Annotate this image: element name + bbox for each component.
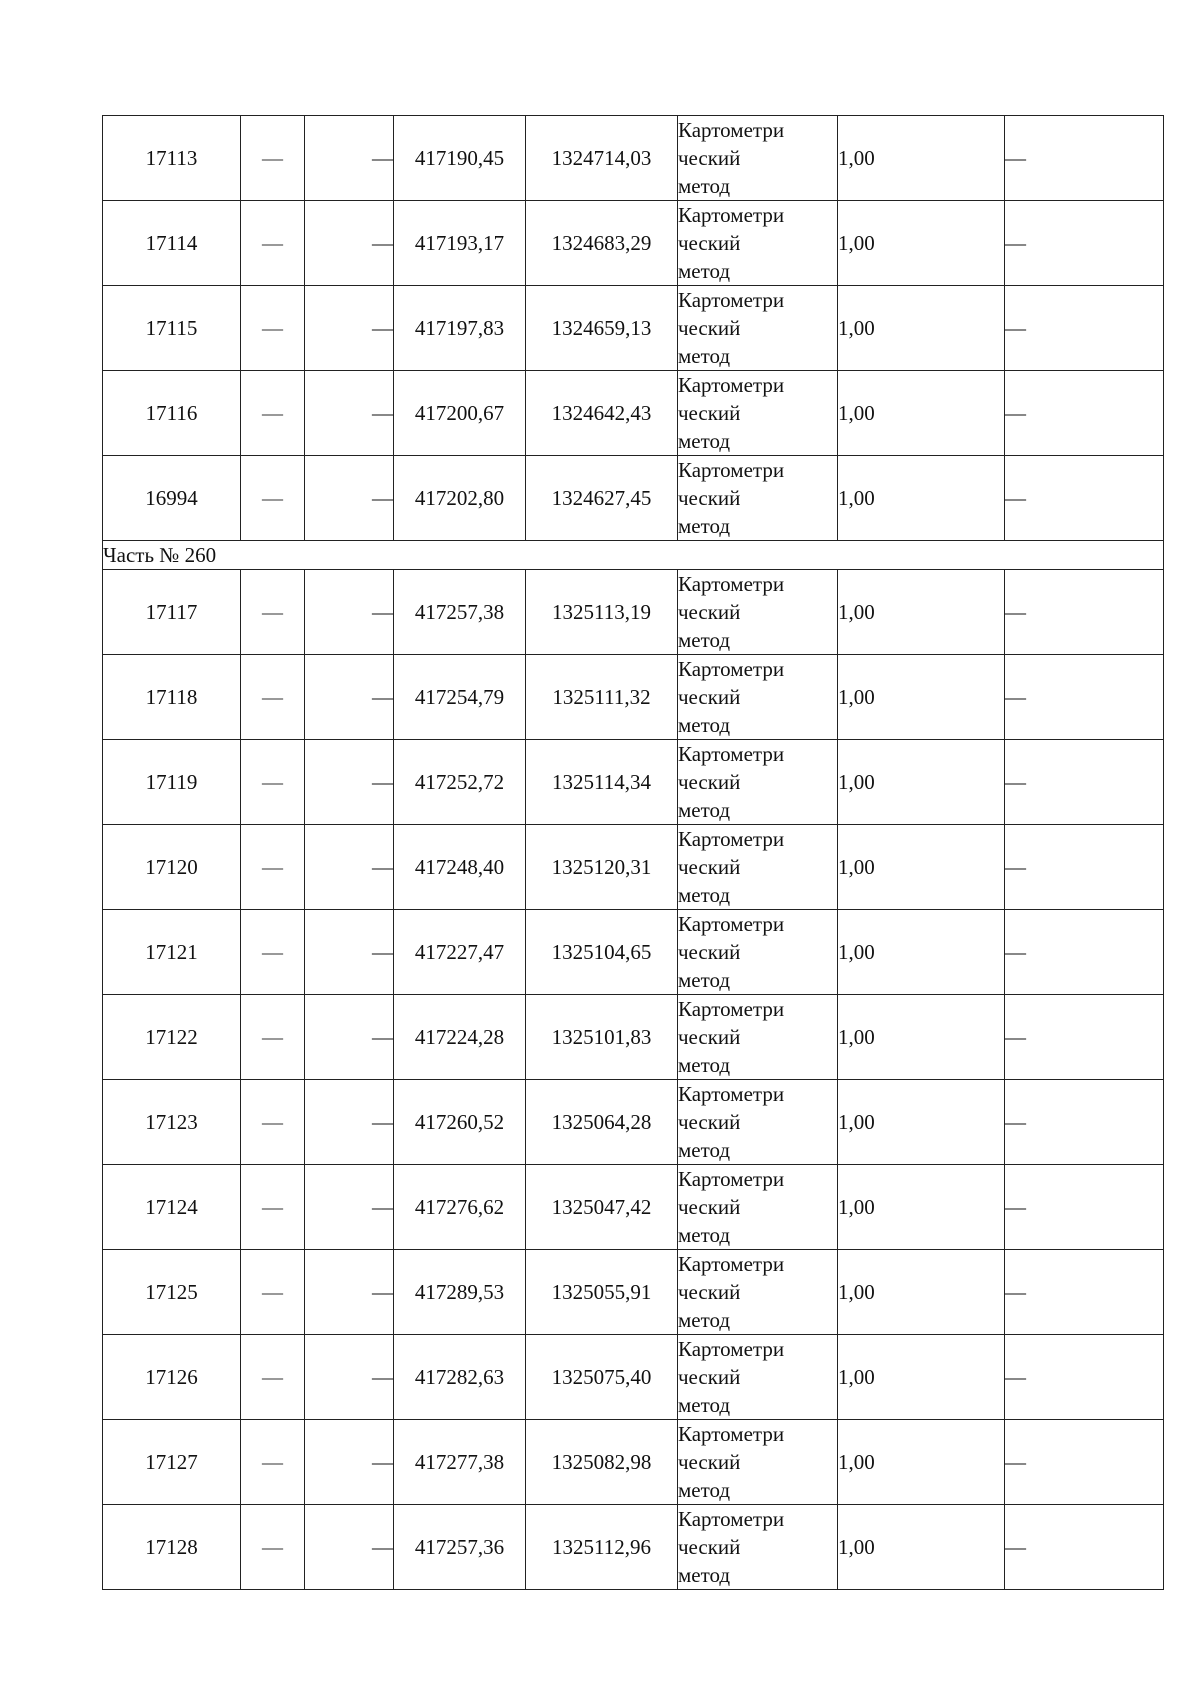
x-coordinate-cell: 417282,63: [394, 1335, 526, 1420]
empty-value-cell: —: [1005, 1505, 1164, 1590]
empty-value-cell: —: [305, 371, 394, 456]
y-coordinate-cell: 1324714,03: [526, 116, 678, 201]
empty-value-cell: —: [1005, 1250, 1164, 1335]
method-cell: Картометри ческий метод: [678, 910, 838, 995]
point-number-cell: 17117: [103, 570, 241, 655]
y-coordinate-cell: 1325101,83: [526, 995, 678, 1080]
accuracy-cell: 1,00: [838, 740, 1005, 825]
method-cell: Картометри ческий метод: [678, 1505, 838, 1590]
empty-value-cell: —: [1005, 910, 1164, 995]
table-row: [103, 910, 1164, 995]
empty-value-cell: —: [1005, 286, 1164, 371]
x-coordinate-cell: 417260,52: [394, 1080, 526, 1165]
table-row: [103, 1420, 1164, 1505]
y-coordinate-cell: 1325055,91: [526, 1250, 678, 1335]
accuracy-cell: 1,00: [838, 456, 1005, 541]
empty-value-cell: —: [241, 740, 305, 825]
point-number-cell: 17126: [103, 1335, 241, 1420]
x-coordinate-cell: 417197,83: [394, 286, 526, 371]
empty-value-cell: —: [1005, 825, 1164, 910]
y-coordinate-cell: 1324659,13: [526, 286, 678, 371]
empty-value-cell: —: [241, 655, 305, 740]
empty-value-cell: —: [305, 286, 394, 371]
empty-value-cell: —: [241, 286, 305, 371]
empty-value-cell: —: [1005, 995, 1164, 1080]
empty-value-cell: —: [1005, 201, 1164, 286]
x-coordinate-cell: 417248,40: [394, 825, 526, 910]
table-row: [103, 201, 1164, 286]
empty-value-cell: —: [305, 1250, 394, 1335]
x-coordinate-cell: 417257,36: [394, 1505, 526, 1590]
y-coordinate-cell: 1325114,34: [526, 740, 678, 825]
empty-value-cell: —: [1005, 371, 1164, 456]
table-row: [103, 825, 1164, 910]
method-cell: Картометри ческий метод: [678, 116, 838, 201]
accuracy-cell: 1,00: [838, 825, 1005, 910]
empty-value-cell: —: [1005, 1165, 1164, 1250]
empty-value-cell: —: [241, 456, 305, 541]
x-coordinate-cell: 417190,45: [394, 116, 526, 201]
method-cell: Картометри ческий метод: [678, 1080, 838, 1165]
empty-value-cell: —: [241, 995, 305, 1080]
empty-value-cell: —: [305, 1335, 394, 1420]
y-coordinate-cell: 1325064,28: [526, 1080, 678, 1165]
method-cell: Картометри ческий метод: [678, 371, 838, 456]
empty-value-cell: —: [1005, 1080, 1164, 1165]
point-number-cell: 16994: [103, 456, 241, 541]
y-coordinate-cell: 1325120,31: [526, 825, 678, 910]
method-cell: Картометри ческий метод: [678, 1335, 838, 1420]
method-cell: Картометри ческий метод: [678, 1250, 838, 1335]
table-row: [103, 995, 1164, 1080]
empty-value-cell: —: [1005, 456, 1164, 541]
table-row: [103, 116, 1164, 201]
table-row: [103, 1505, 1164, 1590]
empty-value-cell: —: [305, 570, 394, 655]
empty-value-cell: —: [1005, 116, 1164, 201]
point-number-cell: 17128: [103, 1505, 241, 1590]
method-cell: Картометри ческий метод: [678, 201, 838, 286]
x-coordinate-cell: 417200,67: [394, 371, 526, 456]
accuracy-cell: 1,00: [838, 570, 1005, 655]
point-number-cell: 17121: [103, 910, 241, 995]
empty-value-cell: —: [241, 371, 305, 456]
method-cell: Картометри ческий метод: [678, 825, 838, 910]
point-number-cell: 17125: [103, 1250, 241, 1335]
accuracy-cell: 1,00: [838, 1080, 1005, 1165]
x-coordinate-cell: 417252,72: [394, 740, 526, 825]
y-coordinate-cell: 1325113,19: [526, 570, 678, 655]
x-coordinate-cell: 417202,80: [394, 456, 526, 541]
accuracy-cell: 1,00: [838, 371, 1005, 456]
y-coordinate-cell: 1325112,96: [526, 1505, 678, 1590]
point-number-cell: 17113: [103, 116, 241, 201]
y-coordinate-cell: 1324627,45: [526, 456, 678, 541]
point-number-cell: 17119: [103, 740, 241, 825]
empty-value-cell: —: [241, 1420, 305, 1505]
table-row: [103, 655, 1164, 740]
x-coordinate-cell: 417276,62: [394, 1165, 526, 1250]
point-number-cell: 17123: [103, 1080, 241, 1165]
empty-value-cell: —: [305, 116, 394, 201]
accuracy-cell: 1,00: [838, 1420, 1005, 1505]
empty-value-cell: —: [305, 655, 394, 740]
empty-value-cell: —: [305, 201, 394, 286]
table-row: [103, 570, 1164, 655]
empty-value-cell: —: [1005, 655, 1164, 740]
table-row: [103, 1165, 1164, 1250]
point-number-cell: 17124: [103, 1165, 241, 1250]
y-coordinate-cell: 1324642,43: [526, 371, 678, 456]
accuracy-cell: 1,00: [838, 1250, 1005, 1335]
empty-value-cell: —: [305, 910, 394, 995]
method-cell: Картометри ческий метод: [678, 995, 838, 1080]
point-number-cell: 17115: [103, 286, 241, 371]
empty-value-cell: —: [241, 116, 305, 201]
point-number-cell: 17116: [103, 371, 241, 456]
method-cell: Картометри ческий метод: [678, 456, 838, 541]
empty-value-cell: —: [1005, 740, 1164, 825]
empty-value-cell: —: [1005, 1335, 1164, 1420]
accuracy-cell: 1,00: [838, 201, 1005, 286]
y-coordinate-cell: 1325111,32: [526, 655, 678, 740]
empty-value-cell: —: [241, 1165, 305, 1250]
x-coordinate-cell: 417277,38: [394, 1420, 526, 1505]
empty-value-cell: —: [241, 570, 305, 655]
empty-value-cell: —: [305, 1505, 394, 1590]
table-row: [103, 371, 1164, 456]
point-number-cell: 17118: [103, 655, 241, 740]
y-coordinate-cell: 1325047,42: [526, 1165, 678, 1250]
empty-value-cell: —: [241, 825, 305, 910]
empty-value-cell: —: [305, 825, 394, 910]
x-coordinate-cell: 417224,28: [394, 995, 526, 1080]
empty-value-cell: —: [241, 1505, 305, 1590]
coordinates-table: [102, 115, 1164, 1590]
empty-value-cell: —: [241, 1335, 305, 1420]
empty-value-cell: —: [305, 1420, 394, 1505]
table-row: [103, 1335, 1164, 1420]
method-cell: Картометри ческий метод: [678, 286, 838, 371]
empty-value-cell: —: [1005, 570, 1164, 655]
x-coordinate-cell: 417289,53: [394, 1250, 526, 1335]
method-cell: Картометри ческий метод: [678, 740, 838, 825]
accuracy-cell: 1,00: [838, 910, 1005, 995]
empty-value-cell: —: [305, 1080, 394, 1165]
section-label: Часть № 260: [103, 541, 1164, 570]
x-coordinate-cell: 417193,17: [394, 201, 526, 286]
table-row: [103, 456, 1164, 541]
empty-value-cell: —: [305, 740, 394, 825]
table-row: [103, 740, 1164, 825]
table-row: [103, 286, 1164, 371]
method-cell: Картометри ческий метод: [678, 1420, 838, 1505]
accuracy-cell: 1,00: [838, 1505, 1005, 1590]
table-row: [103, 1080, 1164, 1165]
x-coordinate-cell: 417257,38: [394, 570, 526, 655]
empty-value-cell: —: [305, 995, 394, 1080]
point-number-cell: 17122: [103, 995, 241, 1080]
accuracy-cell: 1,00: [838, 116, 1005, 201]
method-cell: Картометри ческий метод: [678, 570, 838, 655]
section-header-row: [103, 541, 1164, 570]
empty-value-cell: —: [241, 1250, 305, 1335]
x-coordinate-cell: 417254,79: [394, 655, 526, 740]
empty-value-cell: —: [305, 1165, 394, 1250]
accuracy-cell: 1,00: [838, 1165, 1005, 1250]
y-coordinate-cell: 1325082,98: [526, 1420, 678, 1505]
table-body: [103, 116, 1164, 1590]
empty-value-cell: —: [1005, 1420, 1164, 1505]
empty-value-cell: —: [241, 201, 305, 286]
point-number-cell: 17114: [103, 201, 241, 286]
empty-value-cell: —: [241, 910, 305, 995]
point-number-cell: 17127: [103, 1420, 241, 1505]
y-coordinate-cell: 1325104,65: [526, 910, 678, 995]
y-coordinate-cell: 1325075,40: [526, 1335, 678, 1420]
accuracy-cell: 1,00: [838, 1335, 1005, 1420]
table-row: [103, 1250, 1164, 1335]
x-coordinate-cell: 417227,47: [394, 910, 526, 995]
point-number-cell: 17120: [103, 825, 241, 910]
y-coordinate-cell: 1324683,29: [526, 201, 678, 286]
method-cell: Картометри ческий метод: [678, 655, 838, 740]
accuracy-cell: 1,00: [838, 286, 1005, 371]
method-cell: Картометри ческий метод: [678, 1165, 838, 1250]
empty-value-cell: —: [241, 1080, 305, 1165]
empty-value-cell: —: [305, 456, 394, 541]
accuracy-cell: 1,00: [838, 655, 1005, 740]
accuracy-cell: 1,00: [838, 995, 1005, 1080]
